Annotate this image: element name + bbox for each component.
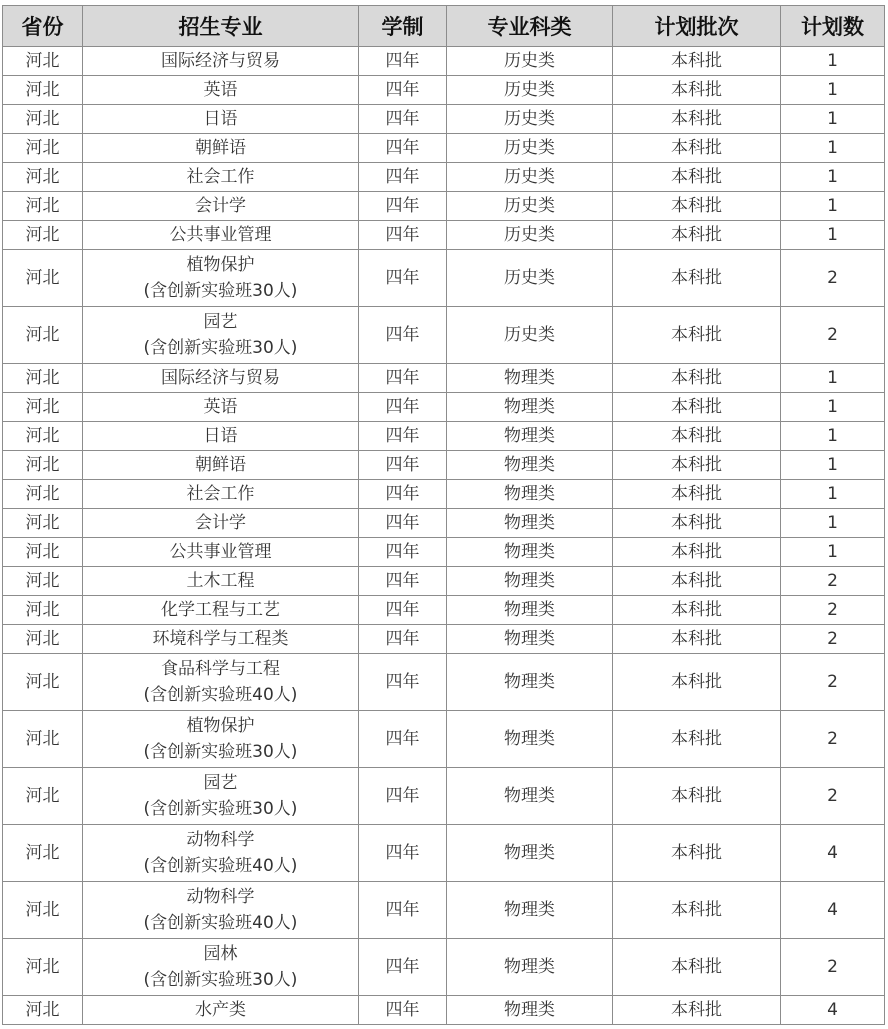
cell-duration: 四年: [359, 825, 447, 882]
major-name: 植物保护: [186, 716, 255, 736]
cell-major: [83, 451, 359, 480]
header-province: 省份: [3, 6, 83, 47]
cell-batch: 本科批: [613, 625, 781, 654]
cell-major: [83, 996, 359, 1025]
cell-province: 河北: [3, 654, 83, 711]
cell-major: [83, 939, 359, 996]
cell-subject-category: 历史类: [447, 192, 613, 221]
cell-major: [83, 192, 359, 221]
cell-subject-category: 物理类: [447, 596, 613, 625]
cell-province: 河北: [3, 996, 83, 1025]
cell-batch: 本科批: [613, 192, 781, 221]
major-name: 动物科学: [186, 830, 255, 850]
cell-major: [83, 134, 359, 163]
cell-major: [83, 422, 359, 451]
table-row: [3, 250, 885, 307]
cell-province: 河北: [3, 192, 83, 221]
major-note: (含创新实验班30人): [143, 799, 298, 819]
cell-province: 河北: [3, 567, 83, 596]
cell-duration: 四年: [359, 163, 447, 192]
table-row: [3, 538, 885, 567]
cell-plan-count: 2: [781, 596, 885, 625]
cell-batch: 本科批: [613, 596, 781, 625]
cell-plan-count: 1: [781, 163, 885, 192]
table-row: [3, 221, 885, 250]
major-name: 食品科学与工程: [161, 659, 280, 679]
cell-batch: 本科批: [613, 422, 781, 451]
cell-major: [83, 882, 359, 939]
major-name: 土木工程: [186, 571, 255, 591]
major-name: 公共事业管理: [169, 225, 272, 245]
major-name: 朝鲜语: [195, 455, 246, 475]
cell-province: 河北: [3, 307, 83, 364]
major-name: 动物科学: [186, 887, 255, 907]
cell-duration: 四年: [359, 882, 447, 939]
cell-duration: 四年: [359, 480, 447, 509]
cell-plan-count: 2: [781, 625, 885, 654]
cell-subject-category: 历史类: [447, 47, 613, 76]
table-row: [3, 996, 885, 1025]
cell-plan-count: 1: [781, 47, 885, 76]
cell-plan-count: 1: [781, 76, 885, 105]
major-name: 日语: [203, 426, 238, 446]
cell-batch: 本科批: [613, 47, 781, 76]
major-name: 水产类: [195, 1000, 246, 1020]
cell-major: [83, 221, 359, 250]
table-row: [3, 480, 885, 509]
table-row: [3, 882, 885, 939]
cell-province: 河北: [3, 939, 83, 996]
major-note: (含创新实验班40人): [143, 856, 298, 876]
cell-batch: 本科批: [613, 221, 781, 250]
major-note: (含创新实验班30人): [143, 742, 298, 762]
table-row: [3, 567, 885, 596]
cell-duration: 四年: [359, 364, 447, 393]
major-name: 会计学: [195, 196, 246, 216]
cell-batch: 本科批: [613, 76, 781, 105]
major-note: (含创新实验班40人): [143, 685, 298, 705]
cell-province: 河北: [3, 163, 83, 192]
cell-batch: 本科批: [613, 768, 781, 825]
cell-batch: 本科批: [613, 996, 781, 1025]
cell-subject-category: 物理类: [447, 393, 613, 422]
major-name: 园艺: [203, 773, 238, 793]
major-name: 国际经济与贸易: [161, 368, 280, 388]
cell-plan-count: 4: [781, 825, 885, 882]
cell-duration: 四年: [359, 451, 447, 480]
cell-plan-count: 1: [781, 364, 885, 393]
table-row: [3, 451, 885, 480]
cell-batch: 本科批: [613, 451, 781, 480]
enrollment-plan-table: [2, 5, 885, 1025]
cell-duration: 四年: [359, 596, 447, 625]
header-duration: 学制: [359, 6, 447, 47]
cell-plan-count: 2: [781, 567, 885, 596]
cell-province: 河北: [3, 422, 83, 451]
cell-batch: 本科批: [613, 509, 781, 538]
cell-batch: 本科批: [613, 538, 781, 567]
cell-province: 河北: [3, 76, 83, 105]
cell-province: 河北: [3, 134, 83, 163]
header-batch: 计划批次: [613, 6, 781, 47]
cell-major: [83, 364, 359, 393]
table-row: [3, 393, 885, 422]
cell-plan-count: 1: [781, 221, 885, 250]
table-body: [3, 47, 885, 1025]
cell-batch: 本科批: [613, 105, 781, 134]
cell-province: 河北: [3, 596, 83, 625]
cell-major: [83, 163, 359, 192]
cell-major: [83, 76, 359, 105]
cell-plan-count: 1: [781, 393, 885, 422]
cell-duration: 四年: [359, 711, 447, 768]
cell-batch: 本科批: [613, 163, 781, 192]
cell-duration: 四年: [359, 221, 447, 250]
major-name: 社会工作: [186, 167, 255, 187]
cell-subject-category: 历史类: [447, 134, 613, 163]
cell-plan-count: 4: [781, 882, 885, 939]
table-row: [3, 47, 885, 76]
cell-subject-category: 物理类: [447, 364, 613, 393]
cell-duration: 四年: [359, 393, 447, 422]
cell-major: [83, 654, 359, 711]
major-name: 化学工程与工艺: [161, 600, 280, 620]
cell-subject-category: 物理类: [447, 480, 613, 509]
cell-plan-count: 2: [781, 768, 885, 825]
major-name: 英语: [203, 80, 238, 100]
table-row: [3, 134, 885, 163]
table-row: [3, 192, 885, 221]
cell-subject-category: 历史类: [447, 307, 613, 364]
cell-major: [83, 768, 359, 825]
cell-batch: 本科批: [613, 825, 781, 882]
cell-plan-count: 2: [781, 654, 885, 711]
cell-subject-category: 物理类: [447, 939, 613, 996]
cell-subject-category: 物理类: [447, 825, 613, 882]
cell-major: [83, 307, 359, 364]
cell-subject-category: 物理类: [447, 654, 613, 711]
cell-plan-count: 1: [781, 192, 885, 221]
major-name: 英语: [203, 397, 238, 417]
cell-major: [83, 480, 359, 509]
cell-batch: 本科批: [613, 567, 781, 596]
cell-plan-count: 2: [781, 307, 885, 364]
cell-duration: 四年: [359, 567, 447, 596]
major-name: 园艺: [203, 312, 238, 332]
cell-plan-count: 1: [781, 422, 885, 451]
cell-duration: 四年: [359, 250, 447, 307]
cell-major: [83, 625, 359, 654]
table-row: [3, 422, 885, 451]
cell-plan-count: 1: [781, 134, 885, 163]
table-row: [3, 939, 885, 996]
cell-plan-count: 2: [781, 711, 885, 768]
cell-province: 河北: [3, 509, 83, 538]
major-note: (含创新实验班40人): [143, 913, 298, 933]
cell-province: 河北: [3, 825, 83, 882]
major-note: (含创新实验班30人): [143, 970, 298, 990]
cell-subject-category: 历史类: [447, 250, 613, 307]
cell-province: 河北: [3, 882, 83, 939]
cell-batch: 本科批: [613, 393, 781, 422]
cell-major: [83, 538, 359, 567]
cell-batch: 本科批: [613, 654, 781, 711]
cell-subject-category: 历史类: [447, 221, 613, 250]
cell-plan-count: 2: [781, 250, 885, 307]
cell-duration: 四年: [359, 192, 447, 221]
major-note: (含创新实验班30人): [143, 281, 298, 301]
cell-batch: 本科批: [613, 939, 781, 996]
cell-duration: 四年: [359, 105, 447, 134]
table-row: [3, 509, 885, 538]
cell-plan-count: 1: [781, 105, 885, 134]
cell-subject-category: 物理类: [447, 711, 613, 768]
cell-batch: 本科批: [613, 711, 781, 768]
major-name: 社会工作: [186, 484, 255, 504]
cell-plan-count: 4: [781, 996, 885, 1025]
header-subject-category: 专业科类: [447, 6, 613, 47]
table-row: [3, 76, 885, 105]
cell-province: 河北: [3, 625, 83, 654]
cell-subject-category: 物理类: [447, 625, 613, 654]
cell-major: [83, 509, 359, 538]
cell-subject-category: 物理类: [447, 882, 613, 939]
cell-batch: 本科批: [613, 134, 781, 163]
cell-major: [83, 567, 359, 596]
header-major: 招生专业: [83, 6, 359, 47]
cell-province: 河北: [3, 711, 83, 768]
cell-province: 河北: [3, 480, 83, 509]
table-row: [3, 825, 885, 882]
major-name: 日语: [203, 109, 238, 129]
cell-subject-category: 物理类: [447, 768, 613, 825]
table-row: [3, 654, 885, 711]
cell-province: 河北: [3, 221, 83, 250]
cell-duration: 四年: [359, 134, 447, 163]
cell-duration: 四年: [359, 76, 447, 105]
cell-duration: 四年: [359, 509, 447, 538]
cell-batch: 本科批: [613, 882, 781, 939]
table-row: [3, 625, 885, 654]
cell-province: 河北: [3, 250, 83, 307]
major-name: 朝鲜语: [195, 138, 246, 158]
cell-batch: 本科批: [613, 307, 781, 364]
cell-subject-category: 历史类: [447, 105, 613, 134]
cell-major: [83, 250, 359, 307]
table-row: [3, 711, 885, 768]
cell-subject-category: 物理类: [447, 996, 613, 1025]
table-row: [3, 596, 885, 625]
major-note: (含创新实验班30人): [143, 338, 298, 358]
cell-plan-count: 1: [781, 538, 885, 567]
cell-duration: 四年: [359, 538, 447, 567]
major-name: 植物保护: [186, 255, 255, 275]
cell-duration: 四年: [359, 996, 447, 1025]
cell-major: [83, 711, 359, 768]
table-row: [3, 364, 885, 393]
table-row: [3, 307, 885, 364]
cell-duration: 四年: [359, 422, 447, 451]
cell-plan-count: 1: [781, 451, 885, 480]
cell-major: [83, 47, 359, 76]
cell-subject-category: 历史类: [447, 76, 613, 105]
cell-duration: 四年: [359, 47, 447, 76]
header-plan-count: 计划数: [781, 6, 885, 47]
cell-province: 河北: [3, 451, 83, 480]
cell-province: 河北: [3, 768, 83, 825]
cell-major: [83, 825, 359, 882]
major-name: 会计学: [195, 513, 246, 533]
cell-subject-category: 物理类: [447, 422, 613, 451]
cell-batch: 本科批: [613, 364, 781, 393]
cell-plan-count: 1: [781, 509, 885, 538]
table-row: [3, 105, 885, 134]
cell-duration: 四年: [359, 654, 447, 711]
cell-province: 河北: [3, 47, 83, 76]
cell-major: [83, 596, 359, 625]
major-name: 环境科学与工程类: [152, 629, 289, 649]
cell-subject-category: 历史类: [447, 163, 613, 192]
table-row: [3, 768, 885, 825]
cell-subject-category: 物理类: [447, 538, 613, 567]
table-header-row: [3, 6, 885, 47]
cell-plan-count: 2: [781, 939, 885, 996]
cell-duration: 四年: [359, 939, 447, 996]
cell-batch: 本科批: [613, 250, 781, 307]
major-name: 园林: [203, 944, 238, 964]
cell-province: 河北: [3, 538, 83, 567]
cell-batch: 本科批: [613, 480, 781, 509]
cell-major: [83, 105, 359, 134]
major-name: 公共事业管理: [169, 542, 272, 562]
cell-province: 河北: [3, 364, 83, 393]
cell-duration: 四年: [359, 307, 447, 364]
cell-subject-category: 物理类: [447, 451, 613, 480]
cell-duration: 四年: [359, 625, 447, 654]
table-row: [3, 163, 885, 192]
cell-plan-count: 1: [781, 480, 885, 509]
cell-subject-category: 物理类: [447, 567, 613, 596]
enrollment-plan-table-wrapper: [2, 5, 884, 1025]
cell-province: 河北: [3, 393, 83, 422]
cell-duration: 四年: [359, 768, 447, 825]
major-name: 国际经济与贸易: [161, 51, 280, 71]
cell-major: [83, 393, 359, 422]
cell-province: 河北: [3, 105, 83, 134]
cell-subject-category: 物理类: [447, 509, 613, 538]
